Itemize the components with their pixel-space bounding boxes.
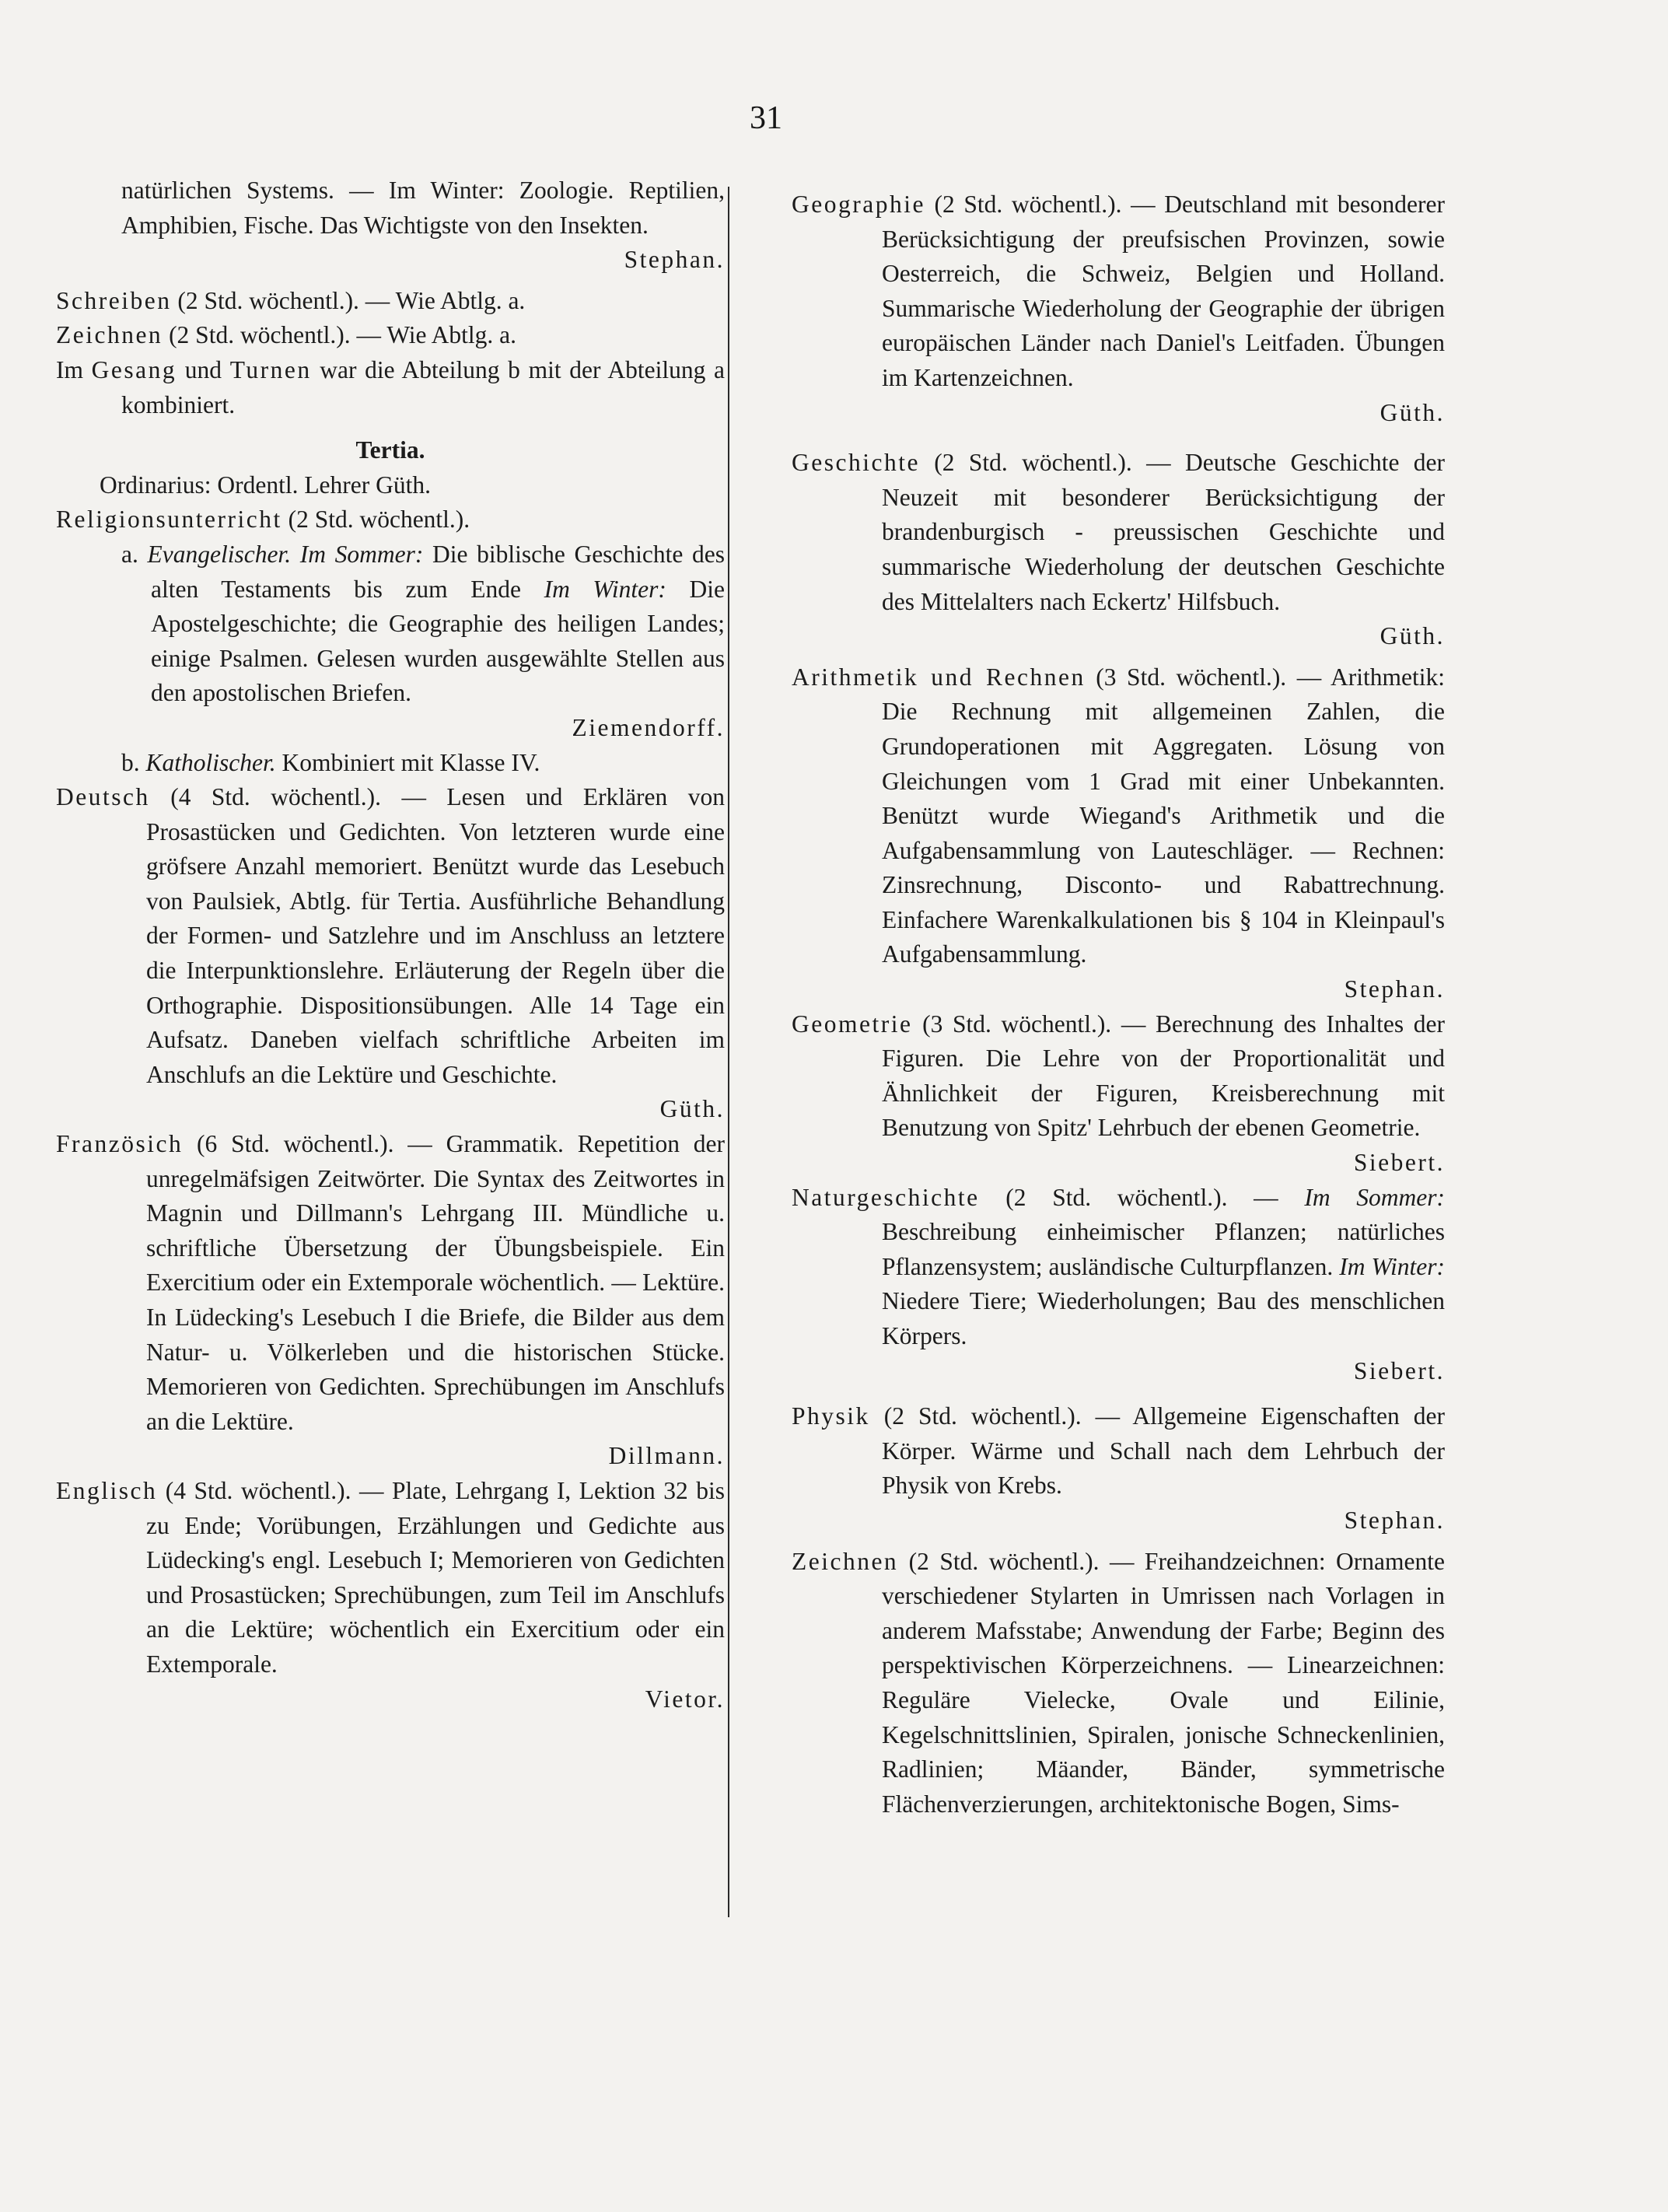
naturgeschichte-entry: Naturgeschichte (2 Std. wöchentl.). — Im Sommer: Beschreibung einheimischer Pflanzen; natürliches Pflanzensystem; ausländische Culturpflanzen. Im Winter: Niedere Tiere; Wiederholungen; Bau des menschlichen Körpers. <box>792 1183 1446 1349</box>
franzoesisch-entry: Französich (6 Std. wöchentl.). — Grammatik. Repetition der unregelmäfsigen Zeitwörter. Die Syntax des Zeitwortes in Magnin und Dillmann's Lehrgang III. Mündliche u. schriftliche Übersetzung der Übungsbeispiele. Ein Exercitium oder ein Extemporale wöchentlich. — Lektüre. In Lüdecking's Lesebuch I die Briefe, die Bilder aus dem Natur- u. Völkerleben und die historischen Stücke. Memorieren von Gedichten. Sprechübungen im Anschlufs an die Lektüre. <box>56 1130 725 1435</box>
geographie-entry: Geographie (2 Std. wöchentl.). — Deutschland mit besonderer Berücksichtigung der preufsischen Provinzen, sowie Oesterreich, die Schweiz, Belgien und Holland. Summarische Wiederholung der Geographie der übrigen europäischen Länder nach Daniel's Leitfaden. Übungen im Kartenzeichnen. <box>792 191 1445 391</box>
teacher-signature: Güth. <box>1380 622 1445 650</box>
deutsch-entry: Deutsch (4 Std. wöchentl.). — Lesen und Erklären von Prosastücken und Gedichten. Von letzteren wurde eine gröfsere Anzahl memoriert. Benützt wurde das Lesebuch von Paulsiek, Abtlg. für Tertia. Ausführliche Behandlung der Formen- und Satzlehre und im Anschluss an letztere die Interpunktionslehre. Erläuterung der Regeln über die Orthographie. Dispositionsübungen. Alle 14 Tage ein Aufsatz. Daneben vielfach schriftliche Arbeiten im Anschlufs an die Lektüre und Geschichte. <box>56 783 725 1088</box>
teacher-signature: Dillmann. <box>608 1442 725 1470</box>
ordinarius-line: Ordinarius: Ordentl. Lehrer Güth. <box>100 471 432 499</box>
teacher-signature: Stephan. <box>1344 975 1445 1003</box>
geschichte-entry: Geschichte (2 Std. wöchentl.). — Deutsche Geschichte der Neuzeit mit besonderer Berücksichtigung der brandenburgisch - preussischen Geschichte und summarische Wiederholung der deutschen Geschichte des Mittelalters nach Eckertz' Hilfsbuch. <box>792 449 1445 615</box>
teacher-signature: Vietor. <box>645 1685 725 1713</box>
column-divider <box>728 187 729 1917</box>
englisch-entry: Englisch (4 Std. wöchentl.). — Plate, Lehrgang I, Lektion 32 bis zu Ende; Vorübungen, Erzählungen und Gedichte aus Lüdecking's engl. Lesebuch I; Memorieren von Gedichten und Prosastücken; Sprechübungen, zum Teil im Anschlufs an die Lektüre; wöchentlich ein Exercitium oder ein Extemporale. <box>56 1476 725 1678</box>
naturgeschichte-continuation: natürlichen Systems. — Im Winter: Zoologie. Reptilien, Amphibien, Fische. Das Wichtigste von den Insekten. <box>121 177 725 239</box>
teacher-signature: Siebert. <box>1353 1356 1445 1384</box>
teacher-signature: Ziemendorff. <box>572 713 725 741</box>
zeichnen-entry-tertia: Zeichnen (2 Std. wöchentl.). — Freihandzeichnen: Ornamente verschiedener Stylarten in Umrissen nach Vorlagen in anderem Mafsstabe; Anwendung der Farbe; Beginn des perspektivischen Körperzeichnens. — Linearzeichnen: Reguläre Vielecke, Ovale und Eilinie, Kegelschnittslinien, Spiralen, jonische Schneckenlinien, Radlinien; Mäander, Bänder, symmetrische Flächenverzierungen, architektonische Bogen, Sims- <box>792 1547 1445 1818</box>
teacher-signature: Stephan. <box>624 246 725 274</box>
right-column <box>792 187 1445 1822</box>
arithmetik-entry: Arithmetik und Rechnen (3 Std. wöchentl.). — Arithmetik: Die Rechnung mit allgemeinen Zahlen, die Grundoperationen mit Aggregaten. Lösung von Gleichungen vom 1 Grad mit einer Unbekannten. Benützt wurde Wiegand's Arithmetik und die Aufgabensammlung von Lauteschläger. — Rechnen: Zinsrechnung, Disconto- und Rabattrechnung. Einfachere Warenkalkulationen bis § 104 in Kleinpaul's Aufgabensammlung. <box>792 663 1445 968</box>
teacher-signature: Siebert. <box>1353 1149 1445 1177</box>
religion-evangelisch: a. Evangelischer. Im Sommer: Die biblische Geschichte des alten Testaments bis zum Ende Im Winter: Die Apostelgeschichte; die Geographie des heiligen Landes; einige Psalmen. Gelesen wurden ausgewählte Stellen aus den apostolischen Briefen. <box>121 540 726 707</box>
page-number: 31 <box>750 100 782 136</box>
gesang-turnen-entry: Im Gesang und Turnen war die Abteilung b mit der Abteilung a kombiniert. <box>56 355 726 418</box>
geometrie-entry: Geometrie (3 Std. wöchentl.). — Berechnung des Inhaltes der Figuren. Die Lehre von der Proportionalität und Ähnlichkeit der Figuren, Kreisberechnung mit Benutzung von Spitz' Lehrbuch der ebenen Geometrie. <box>792 1010 1445 1142</box>
religion-katholisch: b. Katholischer. Kombiniert mit Klasse IV. <box>121 748 540 776</box>
physik-entry: Physik (2 Std. wöchentl.). — Allgemeine Eigenschaften der Körper. Wärme und Schall nach dem Lehrbuch der Physik von Krebs. <box>792 1402 1445 1500</box>
left-column <box>56 173 725 1717</box>
section-heading-tertia: Tertia. <box>355 436 425 464</box>
teacher-signature: Güth. <box>659 1095 725 1123</box>
zeichnen-entry: Zeichnen (2 Std. wöchentl.). — Wie Abtlg. a. <box>56 321 517 349</box>
teacher-signature: Stephan. <box>1344 1506 1445 1534</box>
schreiben-entry: Schreiben (2 Std. wöchentl.). — Wie Abtlg. a. <box>56 286 526 314</box>
religion-entry: Religionsunterricht (2 Std. wöchentl.). <box>56 506 470 534</box>
teacher-signature: Güth. <box>1380 398 1445 426</box>
